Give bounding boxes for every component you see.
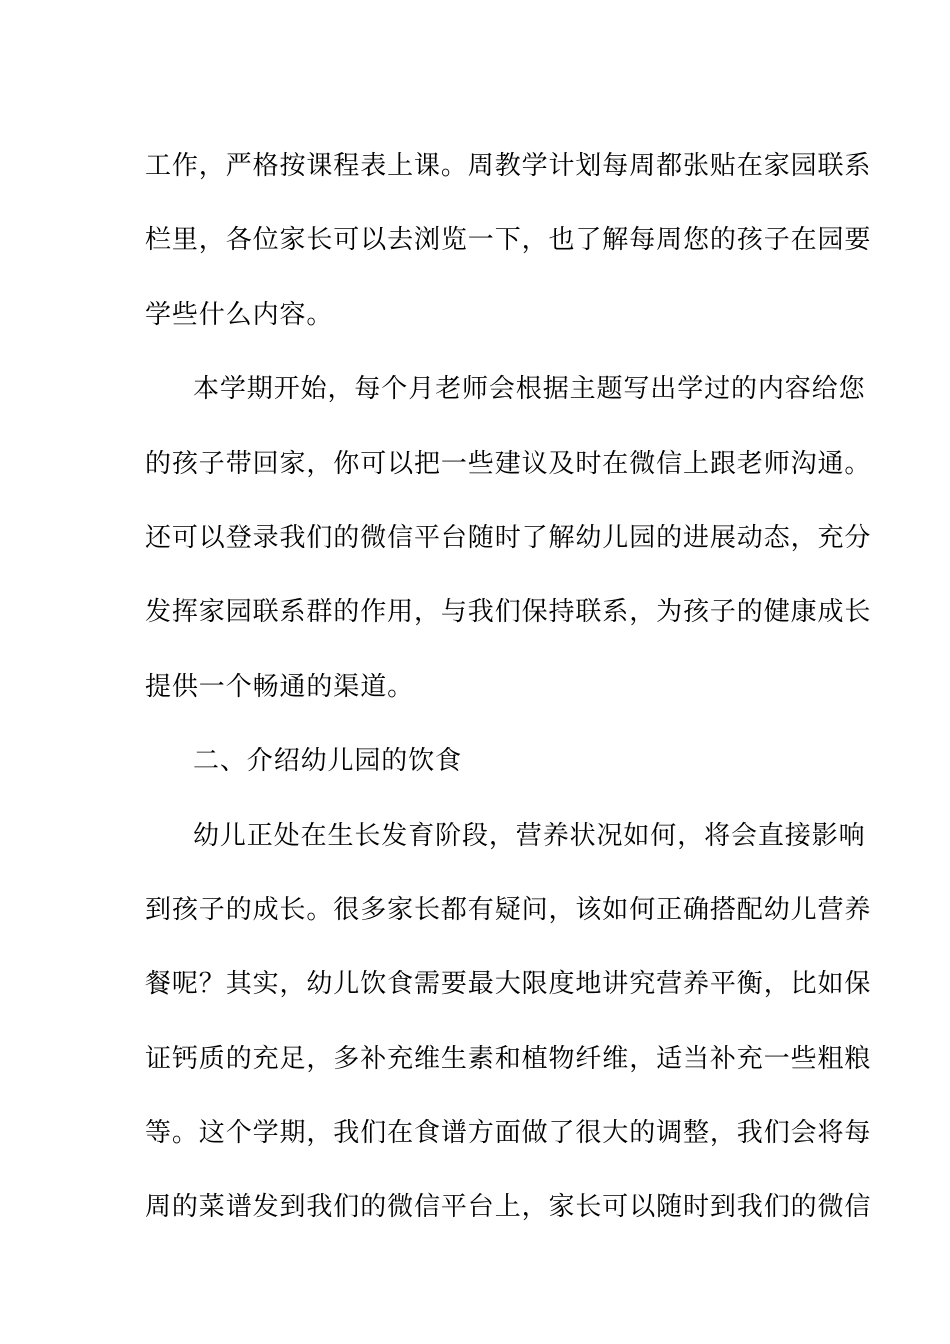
paragraph-line: 提供一个畅通的渠道。 bbox=[145, 671, 415, 702]
paragraph-line: 餐呢？其实，幼儿饮食需要最大限度地讲究营养平衡，比如保 bbox=[145, 969, 872, 1000]
paragraph-line: 到孩子的成长。很多家长都有疑问，该如何正确搭配幼儿营养 bbox=[145, 894, 872, 925]
document-body bbox=[145, 129, 872, 1245]
paragraph-line: 还可以登录我们的微信平台随时了解幼儿园的进展动态，充分 bbox=[145, 522, 872, 553]
paragraph-line: 周的菜谱发到我们的微信平台上，家长可以随时到我们的微信 bbox=[145, 1192, 872, 1223]
paragraph-line: 证钙质的充足，多补充维生素和植物纤维，适当补充一些粗粮 bbox=[145, 1043, 872, 1074]
paragraph-line: 学些什么内容。 bbox=[145, 299, 334, 330]
paragraph-line: 工作，严格按课程表上课。周教学计划每周都张贴在家园联系 bbox=[145, 151, 872, 181]
paragraph-line: 本学期开始，每个月老师会根据主题写出学过的内容给您 bbox=[193, 374, 866, 405]
paragraph-line: 发挥家园联系群的作用，与我们保持联系，为孩子的健康成长 bbox=[145, 597, 872, 628]
section-heading: 二、介绍幼儿园的饮食 bbox=[193, 746, 463, 777]
paragraph-line: 的孩子带回家，你可以把一些建议及时在微信上跟老师沟通。 bbox=[145, 448, 872, 479]
paragraph-line: 幼儿正处在生长发育阶段，营养状况如何，将会直接影响 bbox=[193, 820, 866, 851]
paragraph-line: 栏里，各位家长可以去浏览一下，也了解每周您的孩子在园要 bbox=[145, 225, 872, 256]
paragraph-line: 等。这个学期，我们在食谱方面做了很大的调整，我们会将每 bbox=[145, 1118, 872, 1149]
